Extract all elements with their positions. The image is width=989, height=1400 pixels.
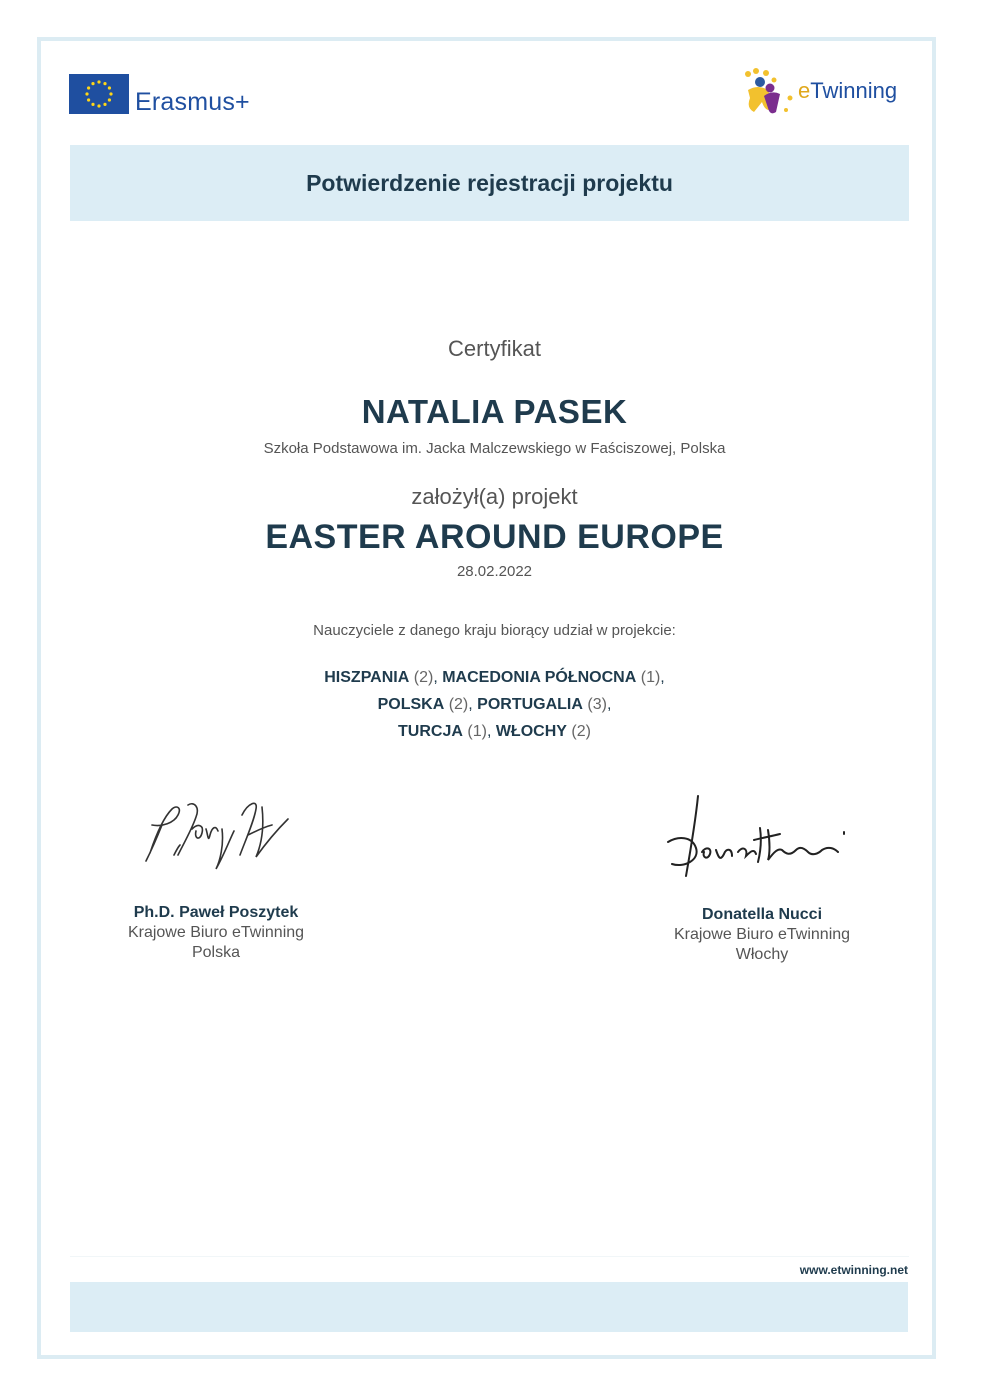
eu-flag-icon bbox=[69, 74, 129, 114]
country-name: MACEDONIA PÓŁNOCNA bbox=[442, 669, 637, 686]
country-name: POLSKA bbox=[377, 696, 445, 713]
project-date: 28.02.2022 bbox=[456, 563, 533, 580]
country-count: (1) bbox=[640, 669, 661, 686]
etwinning-logo bbox=[740, 68, 897, 118]
right-signature-image bbox=[662, 792, 857, 884]
footer-bar bbox=[70, 1282, 908, 1332]
countries-line: HISZPANIA (2), MACEDONIA PÓŁNOCNA (1), bbox=[324, 669, 665, 686]
countries-list bbox=[0, 664, 989, 745]
country-name: PORTUGALIA bbox=[477, 696, 583, 713]
right-signatory bbox=[642, 905, 882, 965]
teachers-intro: Nauczyciele z danego kraju biorący udział w projekcie: bbox=[313, 622, 676, 639]
country-count: (1) bbox=[467, 723, 487, 740]
school-name: Szkoła Podstawowa im. Jacka Malczewskiego w Faściszowej, Polska bbox=[263, 440, 726, 457]
footer-divider bbox=[70, 1256, 909, 1257]
founded-text: założył(a) projekt bbox=[411, 484, 578, 509]
signatory-name: Ph.D. Paweł Poszytek bbox=[133, 904, 299, 921]
etwinning-rest: Twinning bbox=[810, 78, 898, 103]
signatory-office: Krajowe Biuro eTwinning bbox=[127, 924, 305, 941]
country-count: (2) bbox=[448, 696, 469, 713]
banner-title: Potwierdzenie rejestracji projektu bbox=[306, 169, 673, 196]
signatory-name: Donatella Nucci bbox=[701, 906, 823, 923]
website-link[interactable]: www.etwinning.net bbox=[799, 1263, 908, 1277]
signatory-country: Polska bbox=[191, 944, 241, 961]
country-count: (2) bbox=[413, 669, 434, 686]
country-name: TURCJA bbox=[398, 723, 463, 740]
left-signature-image bbox=[138, 795, 303, 875]
country-count: (3) bbox=[587, 696, 607, 713]
etwinning-figures-icon bbox=[740, 68, 796, 118]
project-title: EASTER AROUND EUROPE bbox=[265, 518, 724, 556]
erasmus-logo bbox=[69, 70, 250, 117]
signatory-office: Krajowe Biuro eTwinning bbox=[673, 926, 851, 943]
countries-line: TURCJA (1), WŁOCHY (2) bbox=[398, 723, 591, 740]
title-banner bbox=[70, 145, 909, 221]
etwinning-e: e bbox=[798, 78, 811, 103]
left-signatory bbox=[96, 903, 336, 963]
country-name: WŁOCHY bbox=[495, 723, 567, 740]
country-count: (2) bbox=[571, 723, 591, 740]
signatory-country: Włochy bbox=[735, 946, 789, 963]
country-name: HISZPANIA bbox=[324, 669, 410, 686]
countries-line: POLSKA (2), PORTUGALIA (3), bbox=[377, 696, 612, 713]
erasmus-label: Erasmus+ bbox=[135, 88, 250, 116]
certificate-heading: Certyfikat bbox=[448, 336, 541, 361]
recipient-name: NATALIA PASEK bbox=[361, 393, 628, 430]
etwinning-label bbox=[798, 78, 897, 104]
